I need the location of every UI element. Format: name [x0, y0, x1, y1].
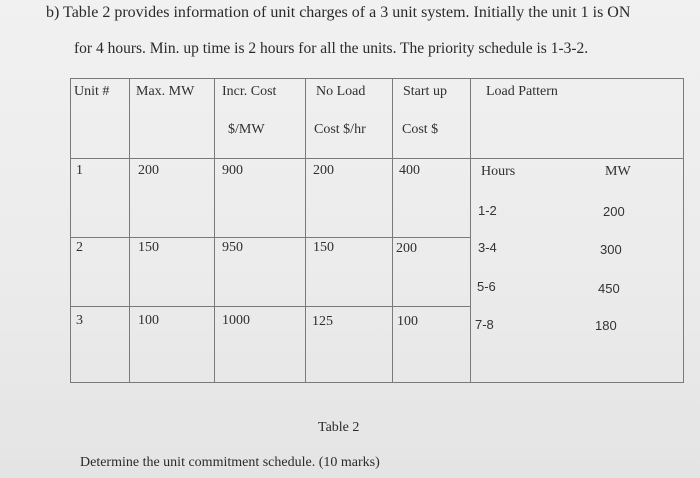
- load-pattern-mw-3: 450: [598, 281, 620, 296]
- load-pattern-hours-label: Hours: [481, 164, 516, 179]
- unit-1-max-mw: 200: [138, 163, 159, 178]
- table-col-divider: [470, 78, 471, 383]
- load-pattern-mw-1: 200: [603, 204, 625, 219]
- intro-line-1: b) Table 2 provides information of unit charges of a 3 unit system. Initially the unit 1 is ON: [46, 4, 631, 21]
- header-no-load: No Load: [316, 84, 366, 99]
- unit-3-no-load: 125: [312, 314, 333, 329]
- table-col-divider: [214, 78, 215, 383]
- table-col-divider: [305, 78, 306, 383]
- table-border-bottom: [70, 382, 684, 383]
- table-row-divider: [70, 237, 470, 238]
- unit-3-id: 3: [76, 313, 83, 328]
- table-caption: Table 2: [318, 420, 360, 435]
- unit-3-incr-cost: 1000: [222, 313, 250, 328]
- unit-2-startup: 200: [396, 241, 417, 256]
- load-pattern-mw-2: 300: [600, 242, 622, 257]
- header-startup: Start up: [403, 84, 447, 99]
- unit-2-incr-cost: 950: [222, 240, 243, 255]
- unit-1-startup: 400: [399, 163, 420, 178]
- load-pattern-hours-3: 5-6: [477, 279, 496, 294]
- unit-2-id: 2: [76, 240, 83, 255]
- table-row-divider: [70, 158, 470, 159]
- table-row-divider: [70, 306, 470, 307]
- unit-3-max-mw: 100: [138, 313, 159, 328]
- table-border-top: [70, 78, 684, 79]
- unit-1-no-load: 200: [313, 163, 334, 178]
- unit-1-incr-cost: 900: [222, 163, 243, 178]
- unit-1-id: 1: [76, 163, 83, 178]
- header-unit: Unit #: [74, 84, 110, 99]
- unit-3-startup: 100: [397, 314, 418, 329]
- header-incr-cost-unit: $/MW: [228, 122, 265, 137]
- header-load-pattern: Load Pattern: [486, 84, 558, 99]
- header-max-mw: Max. MW: [136, 84, 195, 99]
- table-border-left: [70, 78, 71, 383]
- header-startup-unit: Cost $: [402, 122, 439, 137]
- load-pattern-hours-4: 7-8: [475, 317, 494, 332]
- question-text: Determine the unit commitment schedule. (10 marks): [80, 455, 380, 470]
- table-border-right: [683, 78, 684, 383]
- header-no-load-unit: Cost $/hr: [314, 122, 366, 137]
- header-incr-cost: Incr. Cost: [222, 84, 277, 99]
- load-pattern-mw-label: MW: [605, 164, 631, 179]
- unit-2-no-load: 150: [313, 240, 334, 255]
- load-pattern-mw-4: 180: [595, 318, 617, 333]
- unit-2-max-mw: 150: [138, 240, 159, 255]
- load-pattern-hours-1: 1-2: [478, 203, 497, 218]
- table-col-divider: [392, 78, 393, 383]
- intro-line-2: for 4 hours. Min. up time is 2 hours for all the units. The priority schedule is 1-3-2.: [74, 40, 589, 57]
- load-pattern-hours-2: 3-4: [478, 240, 497, 255]
- load-pattern-divider: [470, 158, 684, 159]
- table-col-divider: [129, 78, 130, 383]
